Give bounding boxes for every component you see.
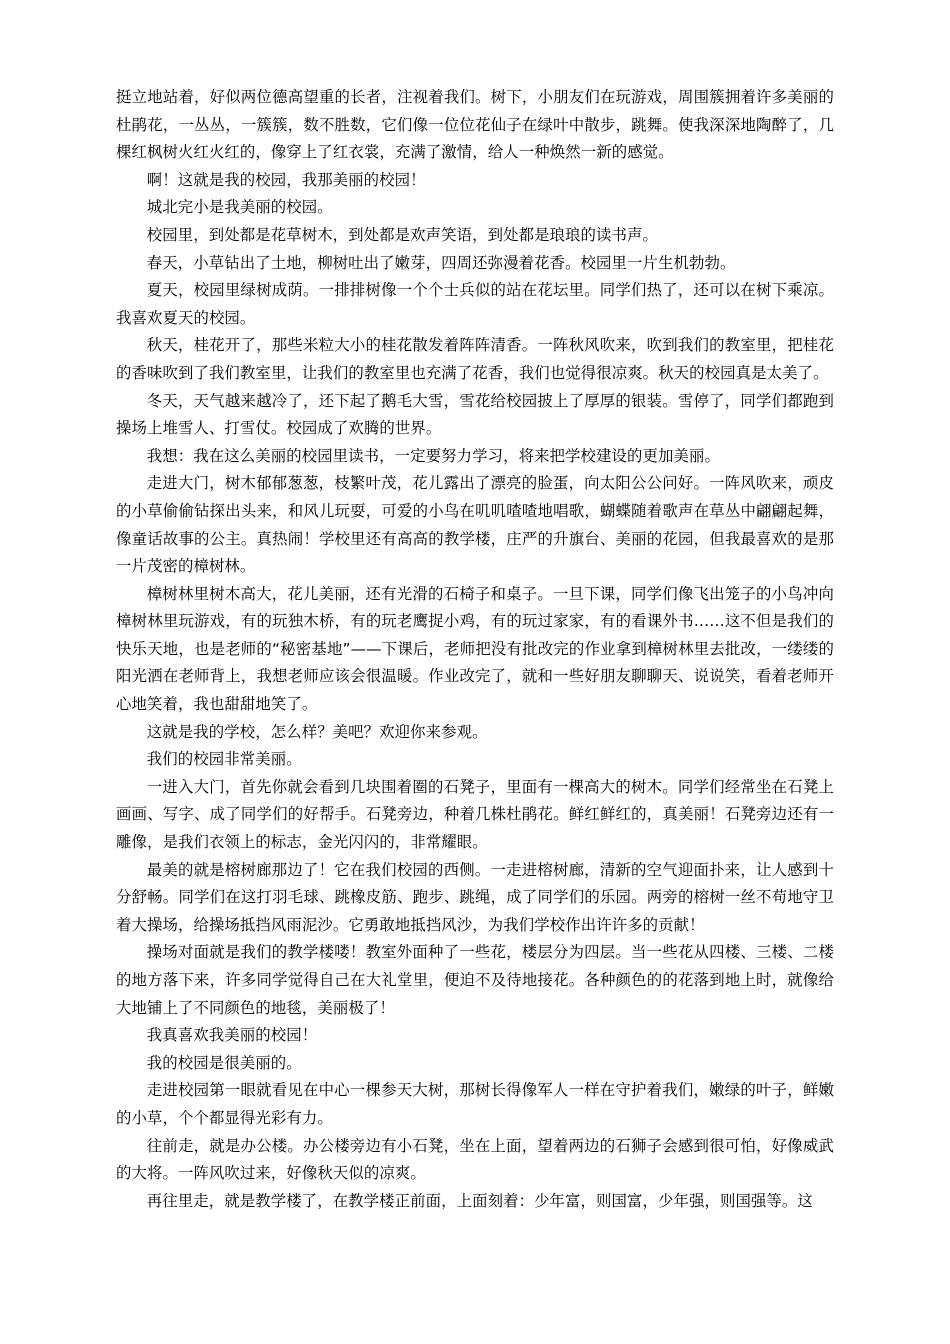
paragraph: 秋天，桂花开了，那些米粒大小的桂花散发着阵阵清香。一阵秋风吹来，吹到我们的教室里，把桂花的香味吹到了我们教室里，让我们的教室里也充满了花香，我们也觉得很凉爽。秋天的校园真是太美了。	[116, 336, 834, 382]
paragraph: 冬天，天气越来越冷了，还下起了鹅毛大雪，雪花给校园披上了厚厚的银装。雪停了，同学们都跑到操场上堆雪人、打雪仗。校园成了欢腾的世界。	[116, 391, 834, 438]
paragraph: 樟树林里树木高大，花儿美丽，还有光滑的石椅子和桌子。一旦下课，同学们像飞出笼子的小鸟冲向樟树林里玩游戏，有的玩独木桥，有的玩老鹰捉小鸡，有的玩过家家，有的看课外书……这不但是我们的快乐天地，也是老师的“秘密基地”——下课后，老师把没有批改完的作业拿到樟树林里去批改，一缕缕的阳光洒在老师背上，我想老师应该会很温暖。作业改完了，就和一些好朋友聊聊天、说说笑，看着老师开心地笑着，我也甜甜地笑了。	[116, 584, 834, 714]
paragraph: 走进大门，树木郁郁葱葱，枝繁叶茂，花儿露出了漂亮的脸蛋，向太阳公公问好。一阵风吹来，顽皮的小草偷偷钻探出头来，和风儿玩耍，可爱的小鸟在叽叽喳喳地唱歌，蝴蝶随着歌声在草丛中翩翩起舞，像童话故事的公主。真热闹！学校里还有高高的教学楼，庄严的升旗台、美丽的花园，但我最喜欢的是那一片茂密的樟树林。	[116, 474, 834, 576]
paragraph: 春天，小草钻出了土地，柳树吐出了嫩芽，四周还弥漫着花香。校园里一片生机勃勃。	[146, 253, 736, 272]
paragraph: 往前走，就是办公楼。办公楼旁边有小石凳，坐在上面，望着两边的石狮子会感到很可怕，好像威武的大将。一阵风吹过来，好像秋天似的凉爽。	[116, 1136, 834, 1183]
document-page	[116, 84, 834, 1215]
paragraph: 城北完小是我美丽的校园。	[146, 198, 333, 217]
paragraph: 啊！这就是我的校园，我那美丽的校园！	[146, 170, 426, 189]
paragraph: 我的校园是很美丽的。	[146, 1053, 302, 1072]
paragraph: 我们的校园非常美丽。	[146, 750, 302, 769]
paragraph: 一进入大门，首先你就会看到几块围着圈的石凳子，里面有一棵高大的树木。同学们经常坐在石凳上画画、写字、成了同学们的好帮手。石凳旁边，种着几株杜鹃花。鲜红鲜红的，真美丽！石凳旁边还有一雕像，是我们衣领上的标志，金光闪闪的，非常耀眼。	[116, 777, 834, 852]
paragraph: 这就是我的学校，怎么样？美吧？欢迎你来参观。	[146, 722, 488, 741]
paragraph: 我想：我在这么美丽的校园里读书，一定要努力学习，将来把学校建设的更加美丽。	[146, 446, 720, 465]
paragraph: 最美的就是榕树廊那边了！它在我们校园的西侧。一走进榕树廊，清新的空气迎面扑来，让人感到十分舒畅。同学们在这打羽毛球、跳橡皮筋、跑步、跳绳，成了同学们的乐园。两旁的榕树一丝不苟地守卫着大操场，给操场抵挡风雨泥沙。它勇敢地抵挡风沙，为我们学校作出许许多的贡献！	[116, 860, 834, 934]
paragraph: 校园里，到处都是花草树木，到处都是欢声笑语，到处都是琅琅的读书声。	[146, 225, 658, 244]
paragraph: 操场对面就是我们的教学楼喽！教室外面种了一些花，楼层分为四层。当一些花从四楼、三楼、二楼的地方落下来，许多同学觉得自己在大礼堂里，便迫不及待地接花。各种颜色的的花落到地上时，就像给大地铺上了不同颜色的地毯，美丽极了！	[116, 943, 834, 1017]
paragraph: 挺立地站着，好似两位德高望重的长者，注视着我们。树下，小朋友们在玩游戏，周围簇拥着许多美丽的杜鹃花，一丛丛，一簇簇，数不胜数，它们像一位位花仙子在绿叶中散步，跳舞。使我深深地陶醉了，几棵红枫树火红火红的，像穿上了红衣裳，充满了激情，给人一种焕然一新的感觉。	[116, 88, 834, 162]
paragraph: 夏天，校园里绿树成荫。一排排树像一个个士兵似的站在花坛里。同学们热了，还可以在树下乘凉。我喜欢夏天的校园。	[116, 281, 834, 327]
paragraph: 再往里走，就是教学楼了，在教学楼正前面，上面刻着：少年富，则国富，少年强，则国强等。这	[146, 1191, 813, 1210]
paragraph: 走进校园第一眼就看见在中心一棵参天大树，那树长得像军人一样在守护着我们，嫩绿的叶子，鲜嫩的小草，个个都显得光彩有力。	[116, 1081, 834, 1127]
paragraph: 我真喜欢我美丽的校园！	[146, 1026, 318, 1045]
